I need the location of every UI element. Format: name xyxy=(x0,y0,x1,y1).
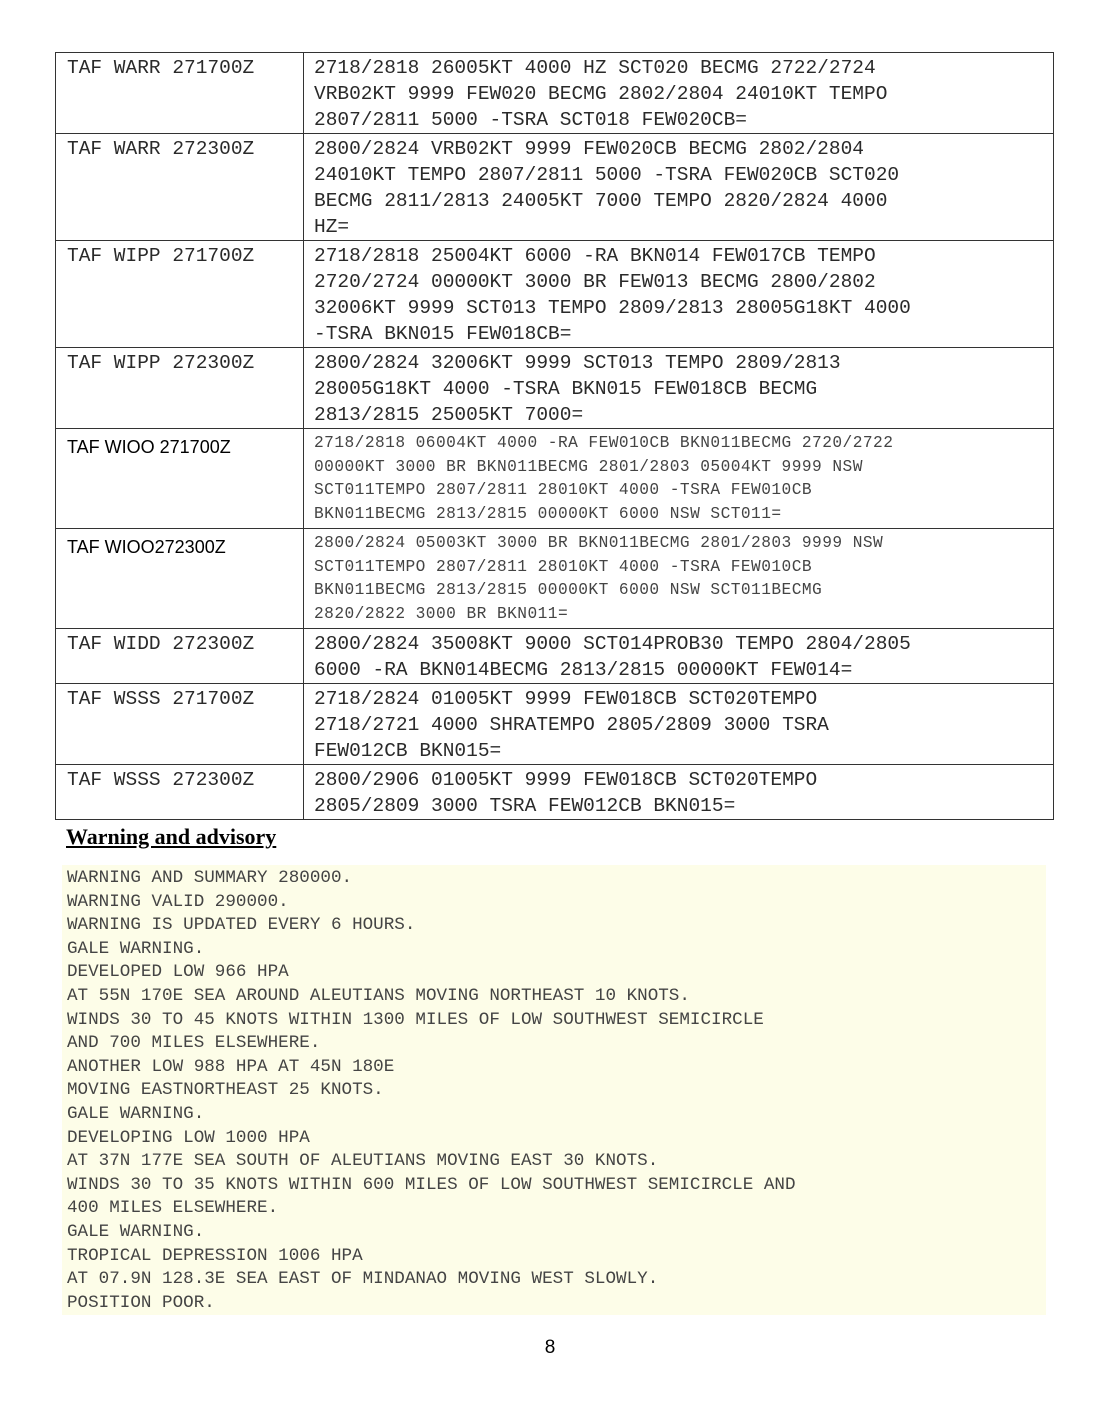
advisory-line: GALE WARNING. xyxy=(67,1103,205,1124)
taf-header: TAF WIOO272300Z xyxy=(56,528,304,628)
taf-text: 2718/2818 26005KT 4000 HZ SCT020 BECMG 2722/2724 VRB02KT 9999 FEW020 BECMG 2802/2804 24010KT TEMPO 2807/2811 5000 -TSRA SCT018 FEW020CB= xyxy=(304,53,1054,134)
advisory-line: DEVELOPING LOW 1000 HPA xyxy=(67,1127,310,1148)
page-number: 8 xyxy=(544,1337,556,1358)
section-title: Warning and advisory xyxy=(66,824,277,849)
taf-header: TAF WSSS 271700Z xyxy=(56,683,304,764)
taf-text: 2800/2824 32006KT 9999 SCT013 TEMPO 2809/2813 28005G18KT 4000 -TSRA BKN015 FEW018CB BECMG 2813/2815 25005KT 7000= xyxy=(304,348,1054,429)
advisory-box xyxy=(62,865,1046,1315)
taf-header: TAF WSSS 272300Z xyxy=(56,764,304,819)
advisory-line: WINDS 30 TO 35 KNOTS WITHIN 600 MILES OF LOW SOUTHWEST SEMICIRCLE AND xyxy=(67,1174,796,1195)
taf-text: 2800/2824 05003KT 3000 BR BKN011BECMG 2801/2803 9999 NSW SCT011TEMPO 2807/2811 28010KT 4000 -TSRA FEW010CB BKN011BECMG 2813/2815 00000KT 6000 NSW SCT011BECMG 2820/2822 3000 BR BKN011= xyxy=(304,528,1054,628)
advisory-line: WARNING IS UPDATED EVERY 6 HOURS. xyxy=(67,915,416,936)
taf-header: TAF WIPP 272300Z xyxy=(56,348,304,429)
taf-text: 2800/2824 35008KT 9000 SCT014PROB30 TEMPO 2804/2805 6000 -RA BKN014BECMG 2813/2815 00000KT FEW014= xyxy=(304,628,1054,683)
advisory-line: AND 700 MILES ELSEWHERE. xyxy=(67,1033,321,1054)
advisory-line: TROPICAL DEPRESSION 1006 HPA xyxy=(67,1245,363,1266)
taf-row xyxy=(56,528,1054,628)
taf-text: 2718/2818 25004KT 6000 -RA BKN014 FEW017CB TEMPO 2720/2724 00000KT 3000 BR FEW013 BECMG 2800/2802 32006KT 9999 SCT013 TEMPO 2809/2813 28005G18KT 4000 -TSRA BKN015 FEW018CB= xyxy=(304,241,1054,348)
taf-row xyxy=(56,241,1054,348)
taf-row xyxy=(56,683,1054,764)
taf-text: 2800/2824 VRB02KT 9999 FEW020CB BECMG 2802/2804 24010KT TEMPO 2807/2811 5000 -TSRA FEW020CB SCT020 BECMG 2811/2813 24005KT 7000 TEMPO 2820/2824 4000 HZ= xyxy=(304,134,1054,241)
taf-row xyxy=(56,53,1054,134)
taf-row xyxy=(56,134,1054,241)
advisory-line: ANOTHER LOW 988 HPA AT 45N 180E xyxy=(67,1056,395,1077)
advisory-line: POSITION POOR. xyxy=(67,1292,215,1313)
taf-row xyxy=(56,348,1054,429)
advisory-line: GALE WARNING. xyxy=(67,1221,205,1242)
taf-text: 2718/2818 06004KT 4000 -RA FEW010CB BKN011BECMG 2720/2722 00000KT 3000 BR BKN011BECMG 2801/2803 05004KT 9999 NSW SCT011TEMPO 2807/2811 28010KT 4000 -TSRA FEW010CB BKN011BECMG 2813/2815 00000KT 6000 NSW SCT011= xyxy=(304,429,1054,529)
taf-header: TAF WARR 271700Z xyxy=(56,53,304,134)
advisory-line: MOVING EASTNORTHEAST 25 KNOTS. xyxy=(67,1080,384,1101)
taf-text: 2800/2906 01005KT 9999 FEW018CB SCT020TEMPO 2805/2809 3000 TSRA FEW012CB BKN015= xyxy=(304,764,1054,819)
advisory-line: AT 07.9N 128.3E SEA EAST OF MINDANAO MOVING WEST SLOWLY. xyxy=(67,1269,659,1290)
advisory-line: GALE WARNING. xyxy=(67,938,205,959)
taf-header: TAF WARR 272300Z xyxy=(56,134,304,241)
taf-header: TAF WIOO 271700Z xyxy=(56,429,304,529)
taf-table xyxy=(55,52,1054,820)
taf-header: TAF WIDD 272300Z xyxy=(56,628,304,683)
advisory-line: DEVELOPED LOW 966 HPA xyxy=(67,962,289,983)
taf-row xyxy=(56,429,1054,529)
taf-row xyxy=(56,764,1054,819)
advisory-line: 400 MILES ELSEWHERE. xyxy=(67,1198,279,1219)
advisory-line: WINDS 30 TO 45 KNOTS WITHIN 1300 MILES OF LOW SOUTHWEST SEMICIRCLE xyxy=(67,1009,764,1030)
advisory-line: AT 37N 177E SEA SOUTH OF ALEUTIANS MOVING EAST 30 KNOTS. xyxy=(67,1151,659,1172)
advisory-line: AT 55N 170E SEA AROUND ALEUTIANS MOVING NORTHEAST 10 KNOTS. xyxy=(67,985,690,1006)
taf-row xyxy=(56,628,1054,683)
advisory-line: WARNING VALID 290000. xyxy=(67,891,289,912)
taf-header: TAF WIPP 271700Z xyxy=(56,241,304,348)
taf-text: 2718/2824 01005KT 9999 FEW018CB SCT020TEMPO 2718/2721 4000 SHRATEMPO 2805/2809 3000 TSRA FEW012CB BKN015= xyxy=(304,683,1054,764)
advisory-line: WARNING AND SUMMARY 280000. xyxy=(67,868,353,888)
